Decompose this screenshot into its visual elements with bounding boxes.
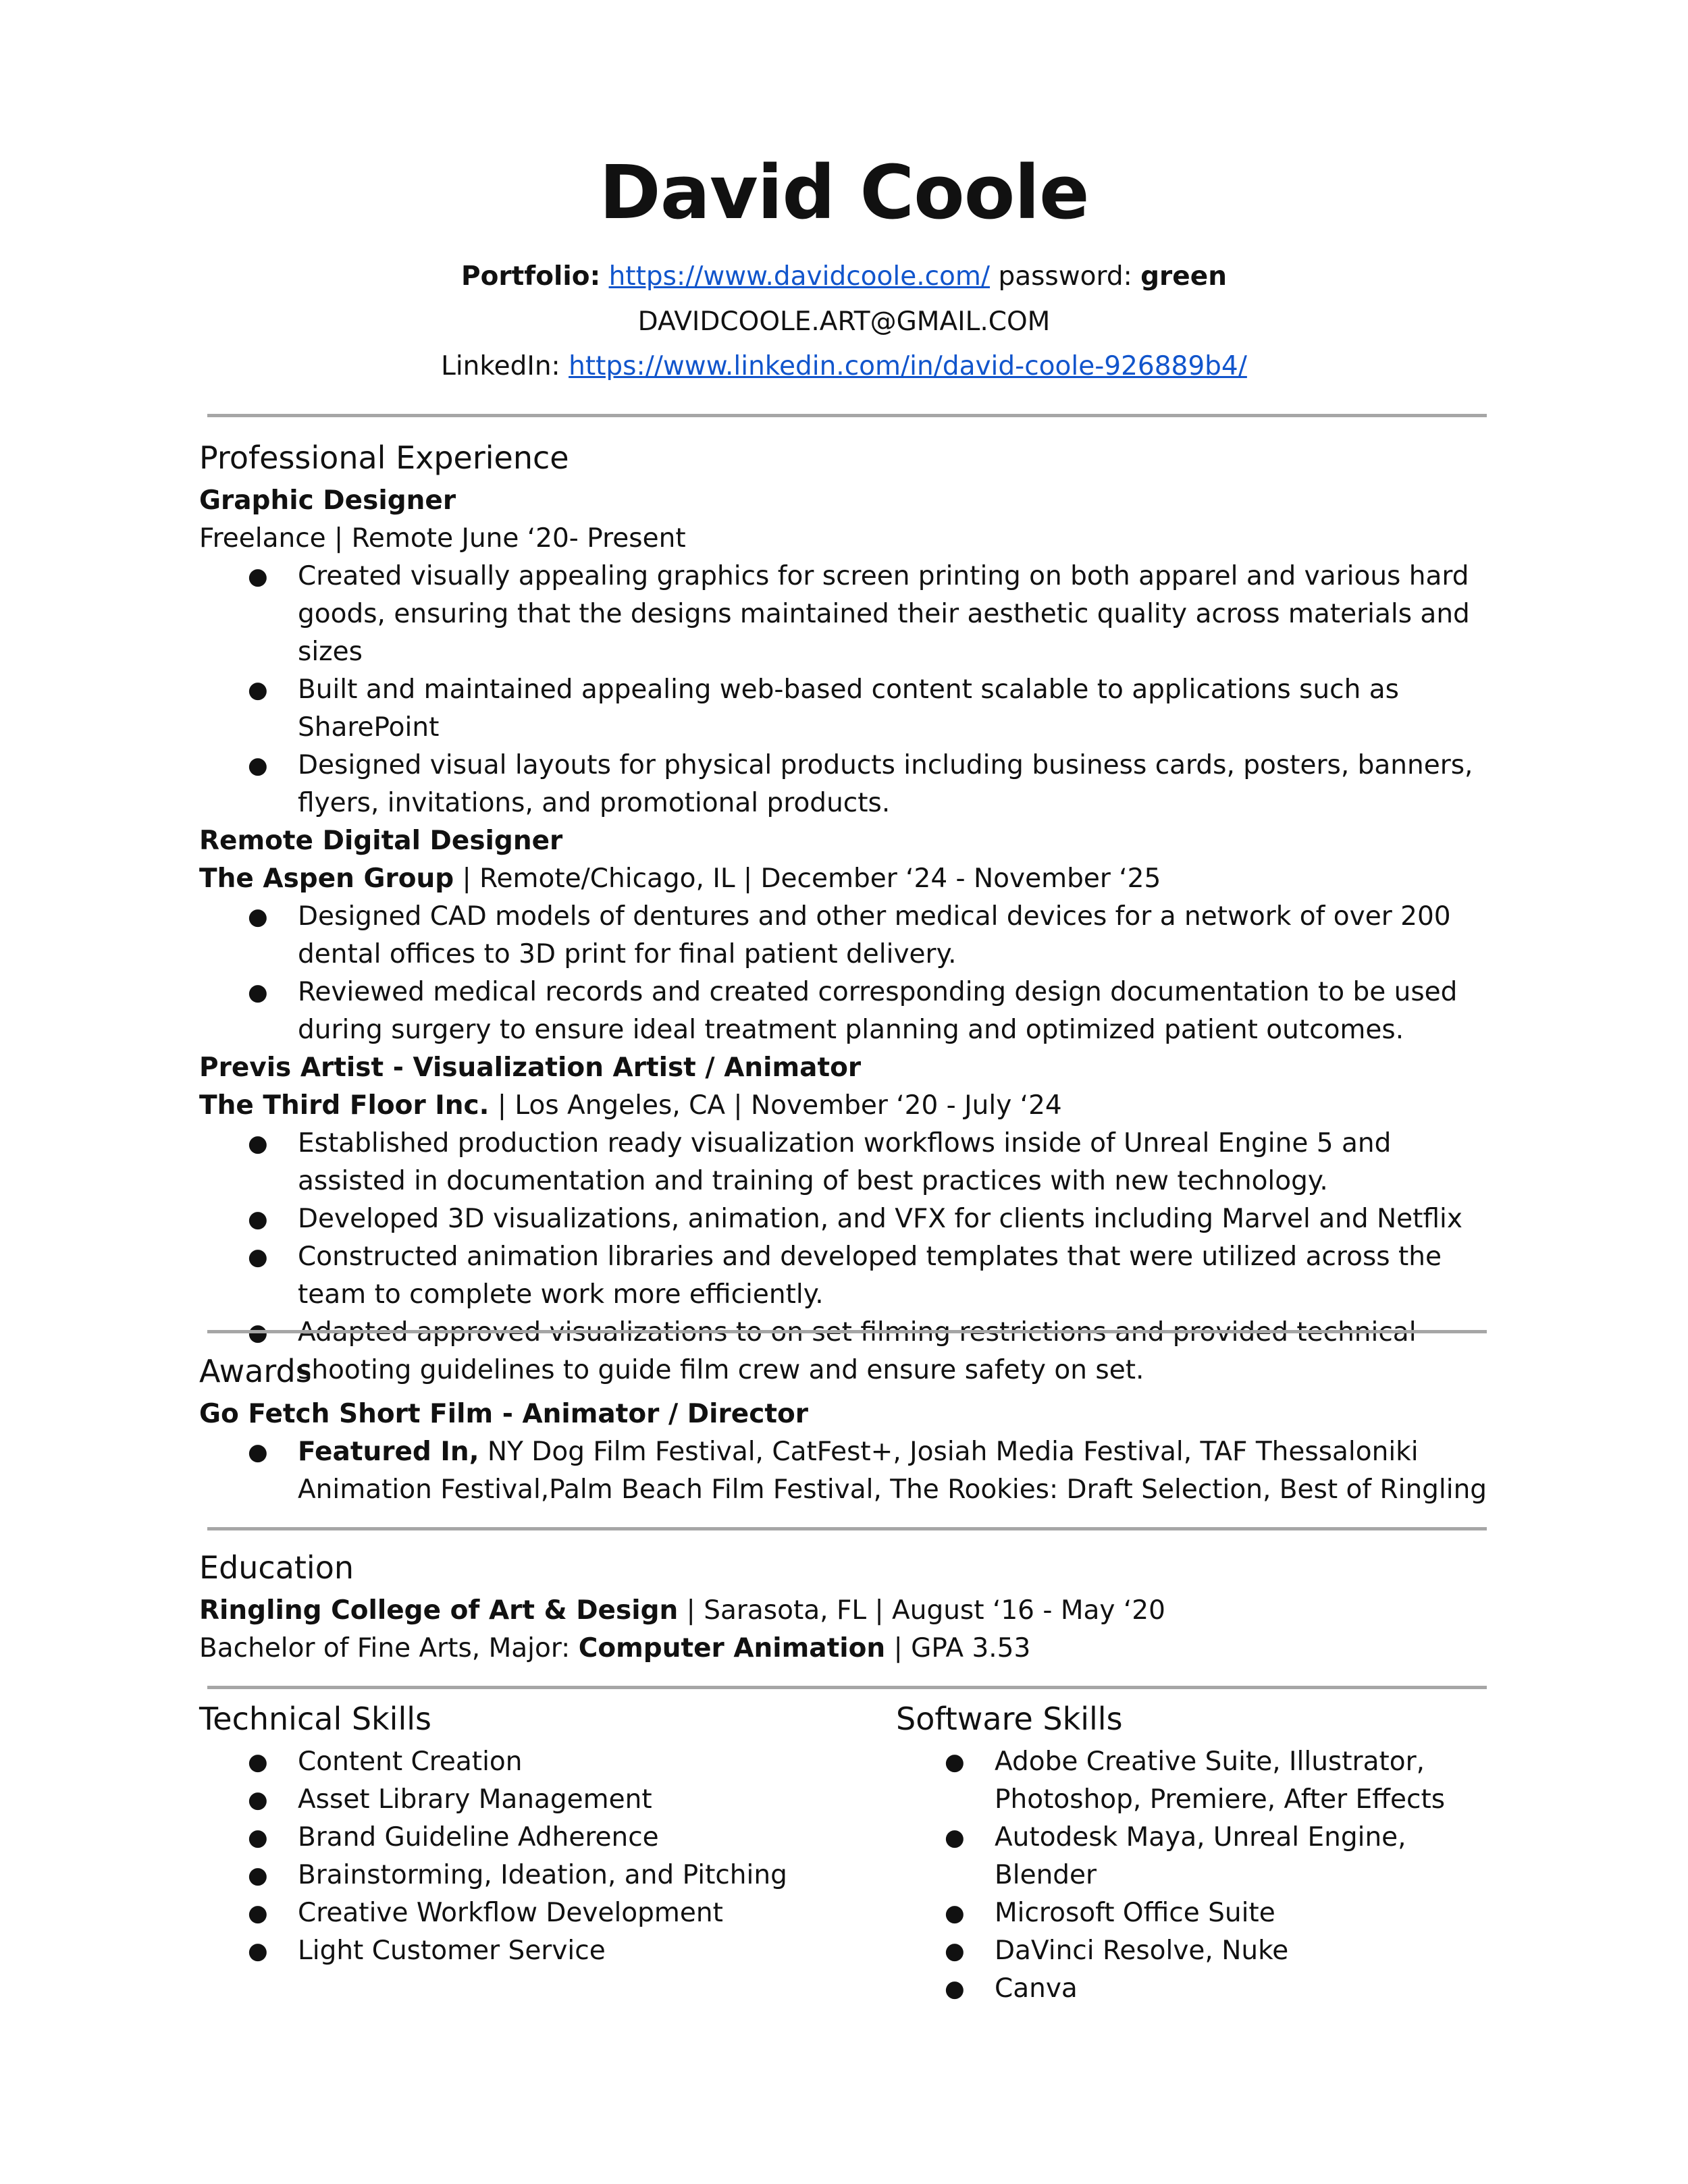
featured-label: Featured In, [298,1437,479,1467]
job-company: The Aspen Group [199,863,454,894]
awards-section [199,1347,1496,1509]
award-bullets [199,1433,1496,1509]
list-item [199,671,1496,747]
bullet-icon: ● [248,903,268,930]
divider [207,1686,1487,1689]
job-meta [199,1087,1496,1125]
job-meta [199,860,1496,898]
list-item [896,1894,1497,1932]
job-entry [199,822,1496,1049]
skill-text: DaVinci Resolve, Nuke [995,1936,1289,1966]
technical-skills-list [199,1743,874,1970]
degree-line [199,1630,1496,1668]
bullet-text: Designed visual layouts for physical products including business cards, posters, banners, flyers, invitations, and promotional products. [298,750,1473,818]
bullet-text: Created visually appealing graphics for screen printing on both apparel and various hard goods, ensuring that the designs maintained their aesthetic quality across materials and sizes [298,561,1470,667]
job-meta-text: | Los Angeles, CA | November ‘20 - July ‘24 [489,1090,1062,1121]
linkedin-link[interactable]: https://www.linkedin.com/in/david-coole-926889b4/ [569,351,1247,381]
technical-skills-column [199,1695,874,1970]
section-heading-experience: Professional Experience [199,440,569,476]
bullet-text: Established production ready visualization workflows inside of Unreal Engine 5 and assisted in documentation and training of best practices with new technology. [298,1128,1392,1196]
list-item [199,1125,1496,1200]
gpa: | GPA 3.53 [885,1633,1031,1663]
job-company: The Third Floor Inc. [199,1090,490,1121]
candidate-name: David Coole [599,149,1089,236]
section-heading-awards: Awards [199,1353,312,1389]
job-title: Remote Digital Designer [199,826,563,856]
bullet-icon: ● [248,1786,268,1813]
password-value: green [1140,261,1227,292]
skill-text: Brainstorming, Ideation, and Pitching [298,1860,787,1890]
job-entry [199,1049,1496,1389]
bullet-icon: ● [248,1862,268,1889]
bullet-icon: ● [248,979,268,1006]
job-title: Graphic Designer [199,485,456,516]
bullet-text: Developed 3D visualizations, animation, and VFX for clients including Marvel and Netflix [298,1204,1462,1234]
list-item [896,1819,1497,1894]
list-item [199,1932,874,1970]
bullet-icon: ● [248,1938,268,1965]
list-item [199,1238,1496,1314]
software-skills-column [896,1695,1497,2008]
list-item [199,558,1496,671]
major: Computer Animation [578,1633,886,1663]
list-item [896,1970,1497,2008]
bullet-icon: ● [248,676,268,703]
list-item [199,1781,874,1819]
bullet-icon: ● [248,563,268,590]
list-item [199,1819,874,1857]
password-label: password: [998,261,1132,292]
bullet-icon: ● [248,752,268,779]
skill-text: Content Creation [298,1747,523,1777]
bullet-icon: ● [945,1749,965,1776]
bullet-icon: ● [248,1749,268,1776]
divider [207,1330,1487,1333]
bullet-icon: ● [945,1975,965,2002]
school-line [199,1592,1496,1630]
list-item [199,898,1496,974]
bullet-icon: ● [248,1824,268,1851]
list-item [199,1433,1496,1509]
job-bullets [199,558,1496,822]
bullet-icon: ● [248,1244,268,1271]
section-heading-technical-skills: Technical Skills [199,1701,431,1737]
linkedin-label: LinkedIn: [441,351,560,381]
experience-section [199,433,1496,1389]
bullet-icon: ● [248,1900,268,1927]
job-entry [199,482,1496,822]
email-line [0,302,1688,342]
job-title: Previs Artist - Visualization Artist / Animator [199,1053,862,1083]
divider [207,414,1487,417]
linkedin-line [0,346,1688,387]
skill-text: Asset Library Management [298,1784,652,1815]
bullet-icon: ● [248,1439,268,1466]
education-section [199,1543,1496,1668]
list-item [896,1743,1497,1819]
section-heading-education: Education [199,1549,354,1586]
list-item [199,1857,874,1894]
skill-text: Adobe Creative Suite, Illustrator, Photoshop, Premiere, After Effects [995,1747,1446,1815]
portfolio-line [0,257,1688,297]
bullet-text: Constructed animation libraries and developed templates that were utilized across the team to complete work more efficiently. [298,1242,1442,1310]
bullet-text: Built and maintained appealing web-based content scalable to applications such as SharePoint [298,674,1399,743]
bullet-text: Adapted approved visualizations to on set filming restrictions and provided technical shooting guidelines to guide film crew and ensure safety on set. [298,1317,1417,1385]
bullet-icon: ● [248,1206,268,1233]
list-item [199,1743,874,1781]
bullet-icon: ● [248,1130,268,1157]
job-meta: Freelance | Remote June ‘20- Present [199,523,686,554]
section-heading-software-skills: Software Skills [896,1701,1123,1737]
job-meta-text: | Remote/Chicago, IL | December ‘24 - November ‘25 [454,863,1161,894]
school-meta: | Sarasota, FL | August ‘16 - May ‘20 [678,1595,1165,1626]
skill-text: Brand Guideline Adherence [298,1822,659,1853]
bullet-icon: ● [945,1938,965,1965]
list-item [199,974,1496,1049]
divider [207,1527,1487,1530]
list-item [199,747,1496,822]
bullet-icon: ● [945,1900,965,1927]
software-skills-list [896,1743,1497,2008]
skill-text: Creative Workflow Development [298,1898,723,1928]
degree-prefix: Bachelor of Fine Arts, Major: [199,1633,579,1663]
bullet-text: Reviewed medical records and created corresponding design documentation to be used during surgery to ensure ideal treatment planning and optimized patient outcomes. [298,977,1458,1045]
skill-text: Microsoft Office Suite [995,1898,1275,1928]
list-item [896,1932,1497,1970]
job-bullets [199,898,1496,1049]
portfolio-label: Portfolio: [461,261,601,292]
bullet-icon: ● [945,1824,965,1851]
school-name: Ringling College of Art & Design [199,1595,679,1626]
portfolio-link[interactable]: https://www.davidcoole.com/ [608,261,991,292]
award-title: Go Fetch Short Film - Animator / Director [199,1399,809,1429]
skill-text: Light Customer Service [298,1936,606,1966]
skill-text: Autodesk Maya, Unreal Engine, Blender [995,1822,1406,1890]
featured-text: NY Dog Film Festival, CatFest+, Josiah Media Festival, TAF Thessaloniki Animation Festival,Palm Beach Film Festival, The Rookies: Draft Selection, Best of Ringling [298,1437,1487,1505]
bullet-text: Designed CAD models of dentures and other medical devices for a network of over 200 dental offices to 3D print for final patient delivery. [298,901,1451,969]
list-item [199,1894,874,1932]
list-item [199,1200,1496,1238]
email-text: DAVIDCOOLE.ART@GMAIL.COM [637,307,1051,337]
skill-text: Canva [995,1973,1078,2004]
bullet-icon: ● [248,1319,268,1346]
